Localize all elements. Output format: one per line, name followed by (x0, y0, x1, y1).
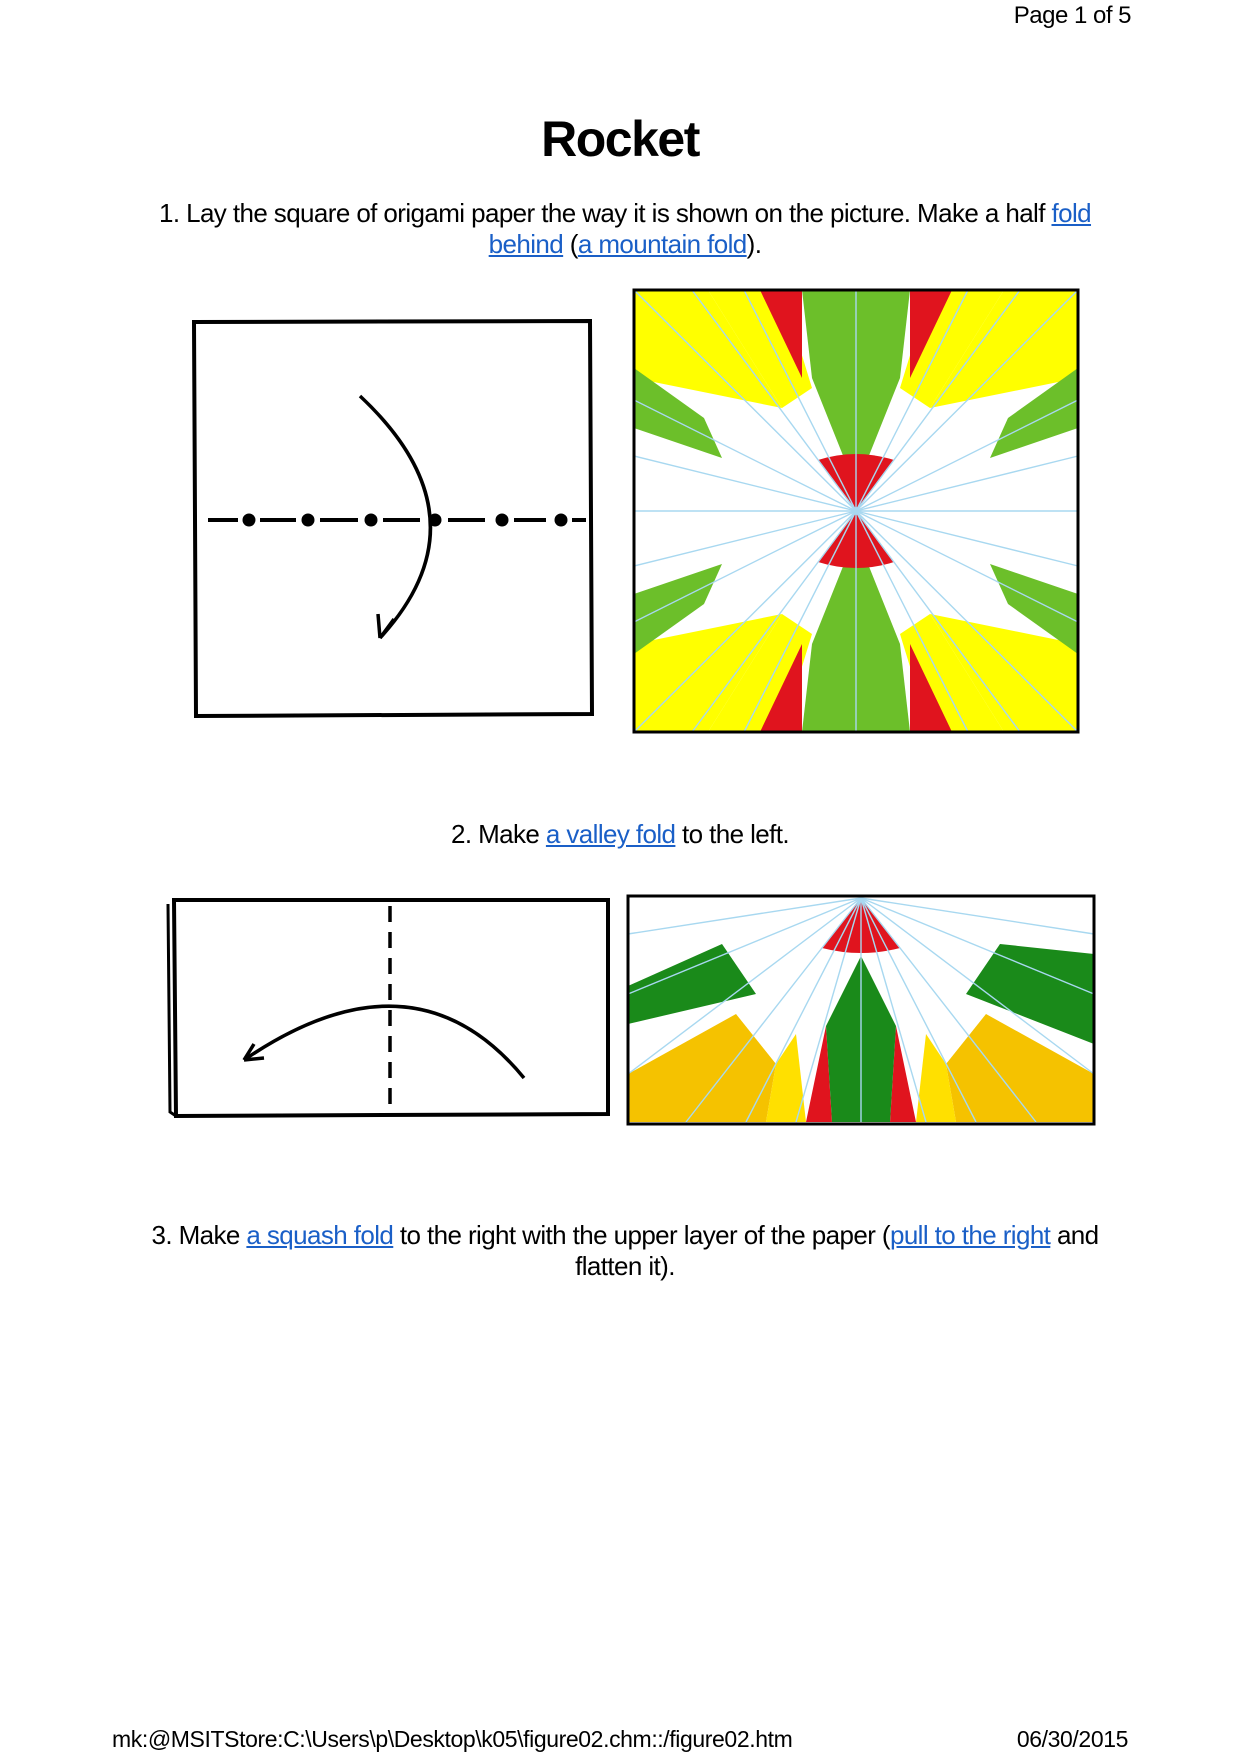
footer-file-path: mk:@MSITStore:C:\Users\p\Desktop\k05\figure02.chm::/figure02.htm (112, 1726, 793, 1752)
step-2-end: to the left. (682, 819, 790, 849)
valley-fold-link[interactable]: a valley fold (545, 819, 676, 849)
step-3-end: and flatten it). (575, 1220, 1099, 1281)
fold-behind-link[interactable]: fold behind (488, 198, 1092, 259)
mountain-fold-line (208, 516, 586, 525)
pull-to-the-right-link[interactable]: pull to the right (889, 1220, 1051, 1250)
step-1-paren-open: ( (569, 229, 578, 259)
step-1-crease-pattern (632, 288, 1080, 734)
step-2-intro: 2. Make (450, 819, 540, 849)
footer-date: 06/30/2015 (1016, 1726, 1128, 1752)
step-3-text (130, 1220, 1120, 1282)
step-2-fold-diagram (164, 894, 612, 1120)
page-indicator: Page 1 of 5 (1013, 2, 1131, 29)
step-1-fold-diagram (190, 318, 598, 720)
step-1-intro: 1. Lay the square of origami paper the way it is shown on the picture. Make a half (158, 198, 1045, 228)
step-1-end: ). (746, 229, 762, 259)
step-2-text (0, 819, 1240, 850)
step-3-mid: to the right with the upper layer of the paper ( (399, 1220, 890, 1250)
step-1-text (130, 198, 1120, 260)
fold-arrow (244, 1006, 524, 1078)
step-3-intro: 3. Make (151, 1220, 240, 1250)
mountain-fold-link[interactable]: a mountain fold (577, 229, 747, 259)
step-2-crease-pattern (626, 894, 1096, 1126)
page-title: Rocket (541, 111, 699, 167)
squash-fold-link[interactable]: a squash fold (246, 1220, 394, 1250)
